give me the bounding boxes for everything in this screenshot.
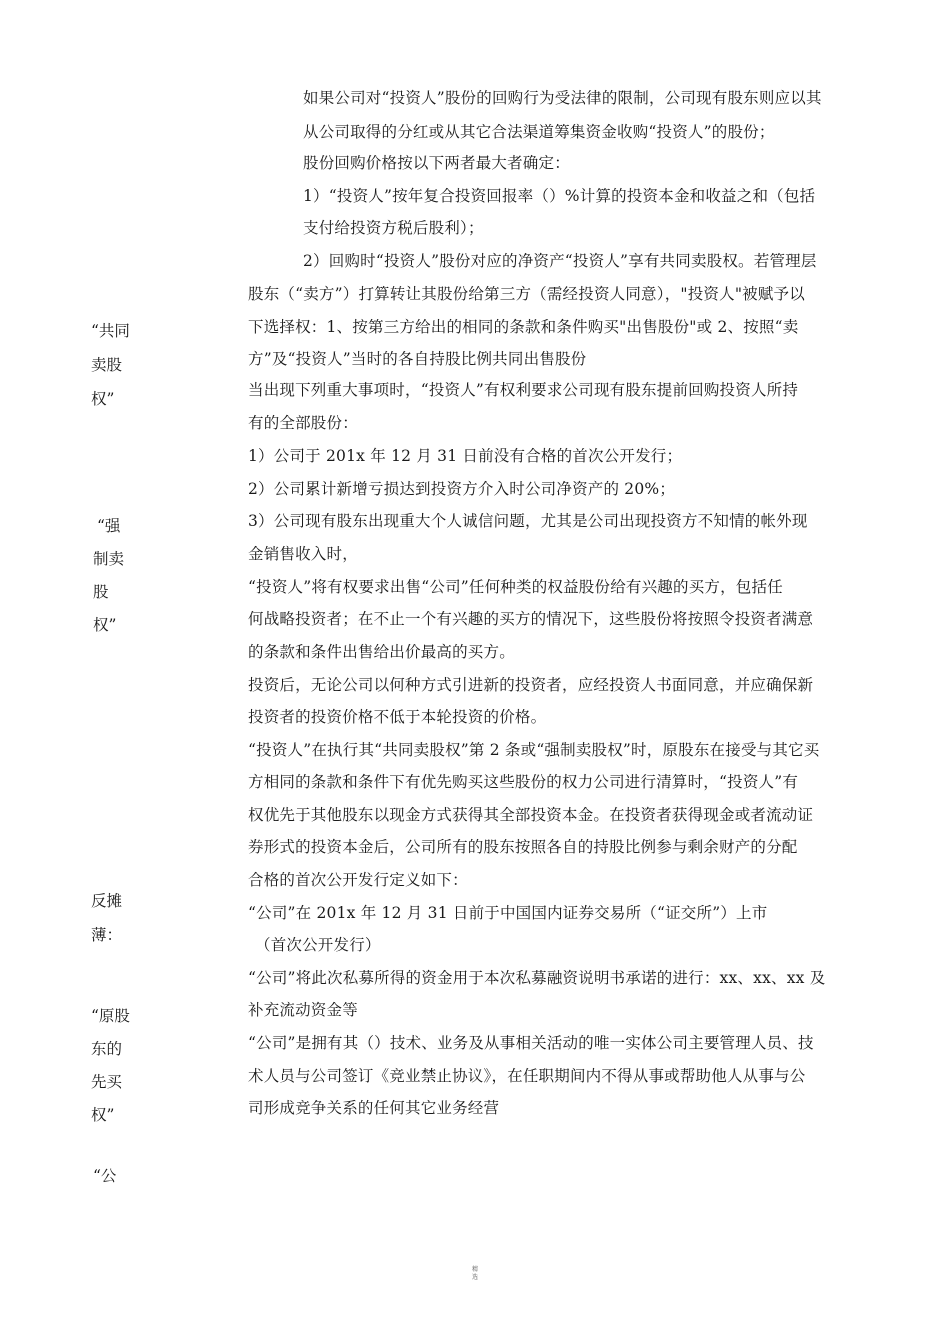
side-label-line: “共同 (91, 322, 130, 340)
body-line: 下选择权：1、按第三方给出的相同的条款和条件购买"出售股份"或 2、按照“卖 (248, 318, 799, 336)
body-line: 权优先于其他股东以现金方式获得其全部投资本金。在投资者获得现金或者流动证 (248, 806, 814, 824)
body-line: 有的全部股份： (248, 414, 358, 432)
side-label-line: “原股 (91, 1007, 130, 1025)
side-label-line: “公 (93, 1167, 117, 1185)
body-line: 何战略投资者；在不止一个有兴趣的买方的情况下，这些股份将按照令投资者满意 (248, 610, 814, 628)
body-line: 券形式的投资本金后，公司所有的股东按照各自的持股比例参与剩余财产的分配 (248, 838, 798, 856)
page-footer (460, 1266, 490, 1282)
side-label-line: 权” (93, 616, 117, 634)
body-line: 股东（“卖方”）打算转让其股份给第三方（需经投资人同意），"投资人"被赋予以 (248, 285, 805, 303)
footer-char: 精 (471, 1266, 478, 1273)
side-label-line: 卖股 (91, 356, 123, 374)
body-line: 支付给投资方税后股利）； (303, 219, 484, 237)
body-line: 补充流动资金等 (248, 1001, 358, 1019)
body-line: “投资人”将有权要求出售“公司”任何种类的权益股份给有兴趣的买方，包括任 (248, 578, 783, 596)
body-line: 术人员与公司签订《竞业禁止协议》，在任职期间内不得从事或帮助他人从事与公 (248, 1067, 806, 1085)
body-line: 司形成竞争关系的任何其它业务经营 (248, 1099, 500, 1117)
body-line: 股份回购价格按以下两者最大者确定： (303, 154, 570, 172)
body-line: 投资后，无论公司以何种方式引进新的投资者，应经投资人书面同意，并应确保新 (248, 676, 814, 694)
body-line: 从公司取得的分红或从其它合法渠道筹集资金收购“投资人”的股份； (303, 123, 775, 141)
body-line: 1）“投资人”按年复合投资回报率（）%计算的投资本金和收益之和（包括 (303, 187, 816, 205)
side-label-line: 先买 (91, 1073, 123, 1091)
side-label-line: 股 (93, 583, 109, 601)
body-line: “公司”在 201x 年 12 月 31 日前于中国国内证券交易所（“证交所”）上市 (248, 904, 768, 922)
side-label-line: 权” (91, 1106, 115, 1124)
side-label-line: 权” (91, 390, 115, 408)
body-line: （首次公开发行） (255, 936, 381, 954)
side-label-line: 薄： (91, 926, 123, 944)
body-line: “投资人”在执行其“共同卖股权”第 2 条或“强制卖股权”时，原股东在接受与其它买 (248, 741, 820, 759)
side-label-line: 东的 (91, 1040, 123, 1058)
body-line: 合格的首次公开发行定义如下： (248, 871, 468, 889)
body-line: 如果公司对“投资人”股份的回购行为受法律的限制，公司现有股东则应以其 (303, 89, 822, 107)
side-label-line: 反摊 (91, 892, 123, 910)
side-label-line: 制卖 (93, 550, 125, 568)
body-line: “公司”将此次私募所得的资金用于本次私募融资说明书承诺的进行：xx、xx、xx 及 (248, 969, 826, 987)
body-line: 2）公司累计新增亏损达到投资方介入时公司净资产的 20%； (248, 480, 676, 498)
body-line: 金销售收入时， (248, 545, 358, 563)
body-line: 当出现下列重大事项时，“投资人”有权利要求公司现有股东提前回购投资人所持 (248, 381, 799, 399)
body-line: 的条款和条件出售给出价最高的买方。 (248, 643, 515, 661)
body-line: 投资者的投资价格不低于本轮投资的价格。 (248, 708, 547, 726)
footer-char: 选 (471, 1274, 478, 1281)
body-line: 方相同的条款和条件下有优先购买这些股份的权力公司进行清算时，“投资人”有 (248, 773, 799, 791)
body-line: 2）回购时“投资人”股份对应的净资产“投资人”享有共同卖股权。若管理层 (303, 252, 817, 270)
body-line: 3）公司现有股东出现重大个人诚信问题，尤其是公司出现投资方不知情的帐外现 (248, 512, 808, 530)
body-line: “公司”是拥有其（）技术、业务及从事相关活动的唯一实体公司主要管理人员、技 (248, 1034, 814, 1052)
body-line: 方”及“投资人”当时的各自持股比例共同出售股份 (248, 350, 587, 368)
body-line: 1）公司于 201x 年 12 月 31 日前没有合格的首次公开发行； (248, 447, 683, 465)
side-label-line: “强 (97, 517, 121, 535)
